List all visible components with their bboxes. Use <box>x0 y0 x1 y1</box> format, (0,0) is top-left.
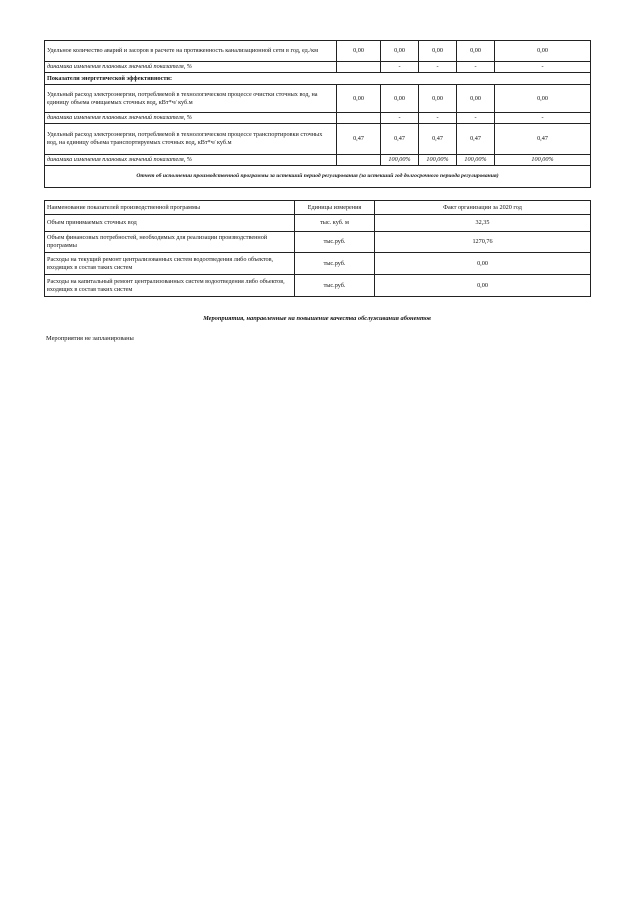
table-row <box>45 275 591 297</box>
indicator-value: 0,00 <box>337 85 381 113</box>
column-header: Факт организации за 2020 год <box>375 201 591 215</box>
row-fact: 0,00 <box>375 253 591 275</box>
row-fact: 1270,76 <box>375 232 591 253</box>
row-unit: тыс.руб. <box>295 232 375 253</box>
section-heading: Показатели энергетической эффективности: <box>45 73 591 85</box>
row-unit: тыс.руб. <box>295 253 375 275</box>
indicator-value: 0,00 <box>457 85 495 113</box>
measures-heading: Мероприятия, направленные на повышение качества обслуживания абонентов <box>203 315 431 322</box>
indicator-value: 100,00% <box>381 155 419 166</box>
indicator-value: 100,00% <box>495 155 591 166</box>
indicator-label: динамика изменения плановых значений показателя, % <box>45 113 337 124</box>
indicator-value: - <box>457 113 495 124</box>
indicator-value: 0,47 <box>337 124 381 155</box>
table-row <box>45 85 591 113</box>
table-row <box>45 124 591 155</box>
indicator-value: - <box>495 113 591 124</box>
indicator-label: динамика изменения плановых значений показателя, % <box>45 62 337 73</box>
indicator-value: 100,00% <box>457 155 495 166</box>
indicator-label: Удельное количество аварий и засоров в расчете на протяженность канализационной сети в год, ед./км <box>45 41 337 62</box>
table-row <box>45 73 591 85</box>
table-row <box>45 113 591 124</box>
table-row <box>45 253 591 275</box>
table-row <box>45 166 591 188</box>
row-fact: 32,35 <box>375 215 591 232</box>
indicator-label: Удельный расход электроэнергии, потребляемой в технологическом процессе очистки сточных вод, на единицу объема очищаемых сточных вод, кВт*ч/ куб.м <box>45 85 337 113</box>
indicator-value: 0,00 <box>495 85 591 113</box>
report-table <box>44 200 591 297</box>
indicator-value: 0,00 <box>419 85 457 113</box>
column-header: Наименование показателей производственной программы <box>45 201 295 215</box>
table-row <box>45 62 591 73</box>
indicator-value: - <box>419 62 457 73</box>
indicator-value: 0,00 <box>495 41 591 62</box>
row-unit: тыс. куб. м <box>295 215 375 232</box>
table-row <box>45 155 591 166</box>
row-unit: тыс.руб. <box>295 275 375 297</box>
indicator-value: 100,00% <box>419 155 457 166</box>
row-name: Расходы на текущий ремонт централизованных систем водоотведения либо объектов, входящих в состав таких систем <box>45 253 295 275</box>
indicator-value: 0,00 <box>381 85 419 113</box>
table-row <box>45 232 591 253</box>
indicator-value: 0,47 <box>457 124 495 155</box>
indicator-label: динамика изменения плановых значений показателя, % <box>45 155 337 166</box>
row-name: Расходы на капитальный ремонт централизованных систем водоотведения либо объектов, входящих в состав таких систем <box>45 275 295 297</box>
indicator-value: 0,00 <box>419 41 457 62</box>
indicator-value: - <box>381 113 419 124</box>
indicator-value: - <box>457 62 495 73</box>
indicator-value: 0,00 <box>337 41 381 62</box>
table-row <box>45 215 591 232</box>
indicator-value: 0,00 <box>457 41 495 62</box>
indicator-value <box>337 155 381 166</box>
indicator-value: 0,47 <box>495 124 591 155</box>
report-heading: Отчет об исполнении производственной программы за истекший период регулирования (за истекший год долгосрочного периода регулирования) <box>45 166 591 188</box>
indicator-value <box>337 113 381 124</box>
row-name: Объем финансовых потребностей, необходимых для реализации производственной программы <box>45 232 295 253</box>
indicator-value: - <box>381 62 419 73</box>
row-fact: 0,00 <box>375 275 591 297</box>
indicator-value: - <box>495 62 591 73</box>
indicator-value <box>337 62 381 73</box>
indicator-value: 0,47 <box>381 124 419 155</box>
measures-text: Мероприятия не запланированы <box>46 335 134 342</box>
indicator-value: 0,00 <box>381 41 419 62</box>
indicators-table <box>44 40 591 188</box>
column-header: Единицы измерения <box>295 201 375 215</box>
indicator-value: 0,47 <box>419 124 457 155</box>
table-row <box>45 201 591 215</box>
indicator-value: - <box>419 113 457 124</box>
table-row <box>45 41 591 62</box>
row-name: Объем принимаемых сточных вод <box>45 215 295 232</box>
indicator-label: Удельный расход электроэнергии, потребляемой в технологическом процессе транспортировки сточных вод, на единицу объема транспортируемых сточных вод, кВт*ч/ куб.м <box>45 124 337 155</box>
